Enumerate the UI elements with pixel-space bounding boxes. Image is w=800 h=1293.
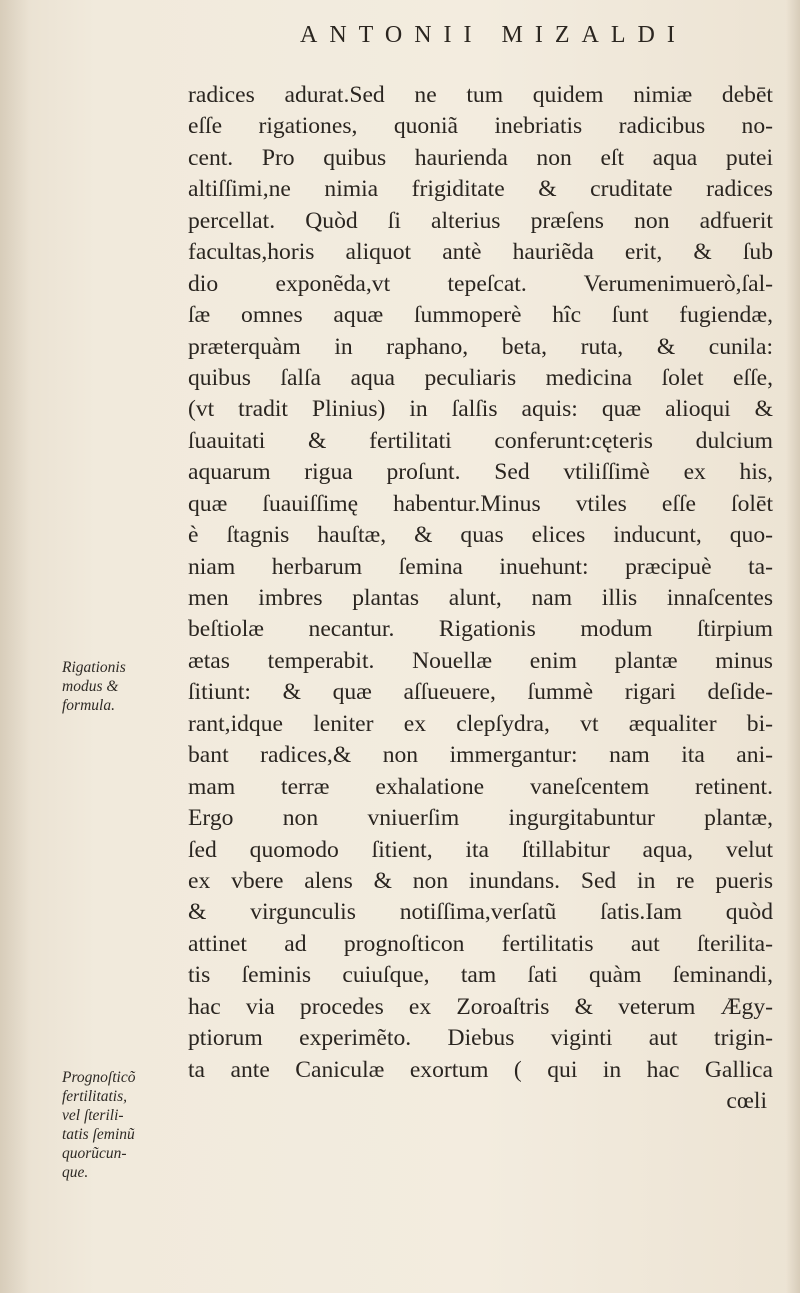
text-line: altiſſimi,ne nimia frigiditate & cruditate radices (188, 176, 773, 203)
text-line: ta ante Caniculæ exortum ( qui in hac Gallica (188, 1056, 773, 1083)
text-line: ptiorum experimẽto. Diebus viginti aut trigin- (188, 1025, 773, 1052)
text-line: quæ ſuauiſſimę habentur.Minus vtiles eſſe ſolēt (188, 490, 773, 517)
text-line: ætas temperabit. Nouellæ enim plantæ minus (188, 647, 773, 674)
text-line: & virgunculis notiſſima,verſatũ ſatis.Iam quòd (188, 899, 773, 926)
text-line: eſſe rigationes, quoniã inebriatis radicibus no- (188, 113, 773, 140)
text-line: aquarum rigua proſunt. Sed vtiliſſimè ex his, (188, 459, 773, 486)
text-line: men imbres plantas alunt, nam illis innaſcentes (188, 585, 773, 611)
text-line: quibus ſalſa aqua peculiaris medicina ſolet eſſe, (188, 364, 773, 391)
text-line: cent. Pro quibus haurienda non eſt aqua putei (188, 144, 773, 171)
text-line: radices adurat.Sed ne tum quidem nimiæ debēt (188, 82, 773, 108)
text-line: Ergo non vniuerſim ingurgitabuntur plantæ, (188, 805, 773, 832)
body-text (188, 80, 773, 1117)
margin-note-line: vel ſterili- (62, 1107, 124, 1124)
margin-note-line: que. (62, 1164, 89, 1181)
text-line: hac via procedes ex Zoroaſtris & veterum Ægy- (188, 993, 773, 1020)
margin-note-line: quorũcun- (62, 1145, 127, 1162)
margin-note-line: fertilitatis, (62, 1088, 128, 1105)
page-edge-shadow (786, 0, 800, 1293)
text-line: percellat. Quòd ſi alterius præſens non adfuerit (188, 207, 773, 234)
text-line: bant radices,& non immergantur: nam ita ani- (188, 742, 773, 769)
text-line: attinet ad prognoſticon fertilitatis aut ſterilita- (188, 930, 773, 957)
margin-note-line: modus & (62, 678, 119, 695)
text-line: ex vbere alens & non inundans. Sed in re pueris (188, 867, 773, 894)
text-line: rant,idque leniter ex clepſydra, vt æqualiter bi- (188, 710, 773, 737)
text-line: facultas,horis aliquot antè hauriẽda erit, & ſub (188, 239, 773, 266)
margin-note-line: formula. (62, 697, 115, 714)
margin-note-line: tatis ſeminũ (62, 1126, 135, 1143)
text-line: ſed quomodo ſitient, ita ſtillabitur aqua, velut (188, 836, 773, 863)
text-line: tis ſeminis cuiuſque, tam ſati quàm ſeminandi, (188, 962, 773, 989)
text-line: (vt tradit Plinius) in ſalſis aquis: quæ alioqui & (188, 396, 773, 423)
margin-note-prognostic (62, 1068, 177, 1182)
text-line: præterquàm in raphano, beta, ruta, & cunila: (188, 333, 773, 360)
text-line: dio exponẽda,vt tepeſcat. Verumenimuerò,ſal- (188, 270, 773, 297)
margin-note-line: Rigationis (62, 659, 126, 676)
text-line: niam herbarum ſemina inuehunt: præcipuè ta- (188, 553, 773, 580)
text-line: ſitiunt: & quæ aſſueuere, ſummè rigari deſide- (188, 679, 773, 706)
text-line: ſæ omnes aquæ ſummoperè hîc ſunt fugiendæ, (188, 302, 773, 329)
text-line: mam terræ exhalatione vaneſcentem retinent. (188, 773, 773, 800)
margin-note-rigation (62, 658, 177, 715)
margin-note-line: Prognoſticõ (62, 1069, 136, 1086)
text-line: beſtiolæ necantur. Rigationis modum ſtirpium (188, 616, 773, 643)
text-line: è ſtagnis hauſtæ, & quas elices inducunt, quo- (188, 522, 773, 549)
text-line: ſuauitati & fertilitati conferunt:cęteris dulcium (188, 427, 773, 454)
gutter-shadow (0, 0, 30, 1293)
running-head: ANTONII MIZALDI (300, 22, 687, 48)
text-line: cœli (726, 1088, 767, 1114)
